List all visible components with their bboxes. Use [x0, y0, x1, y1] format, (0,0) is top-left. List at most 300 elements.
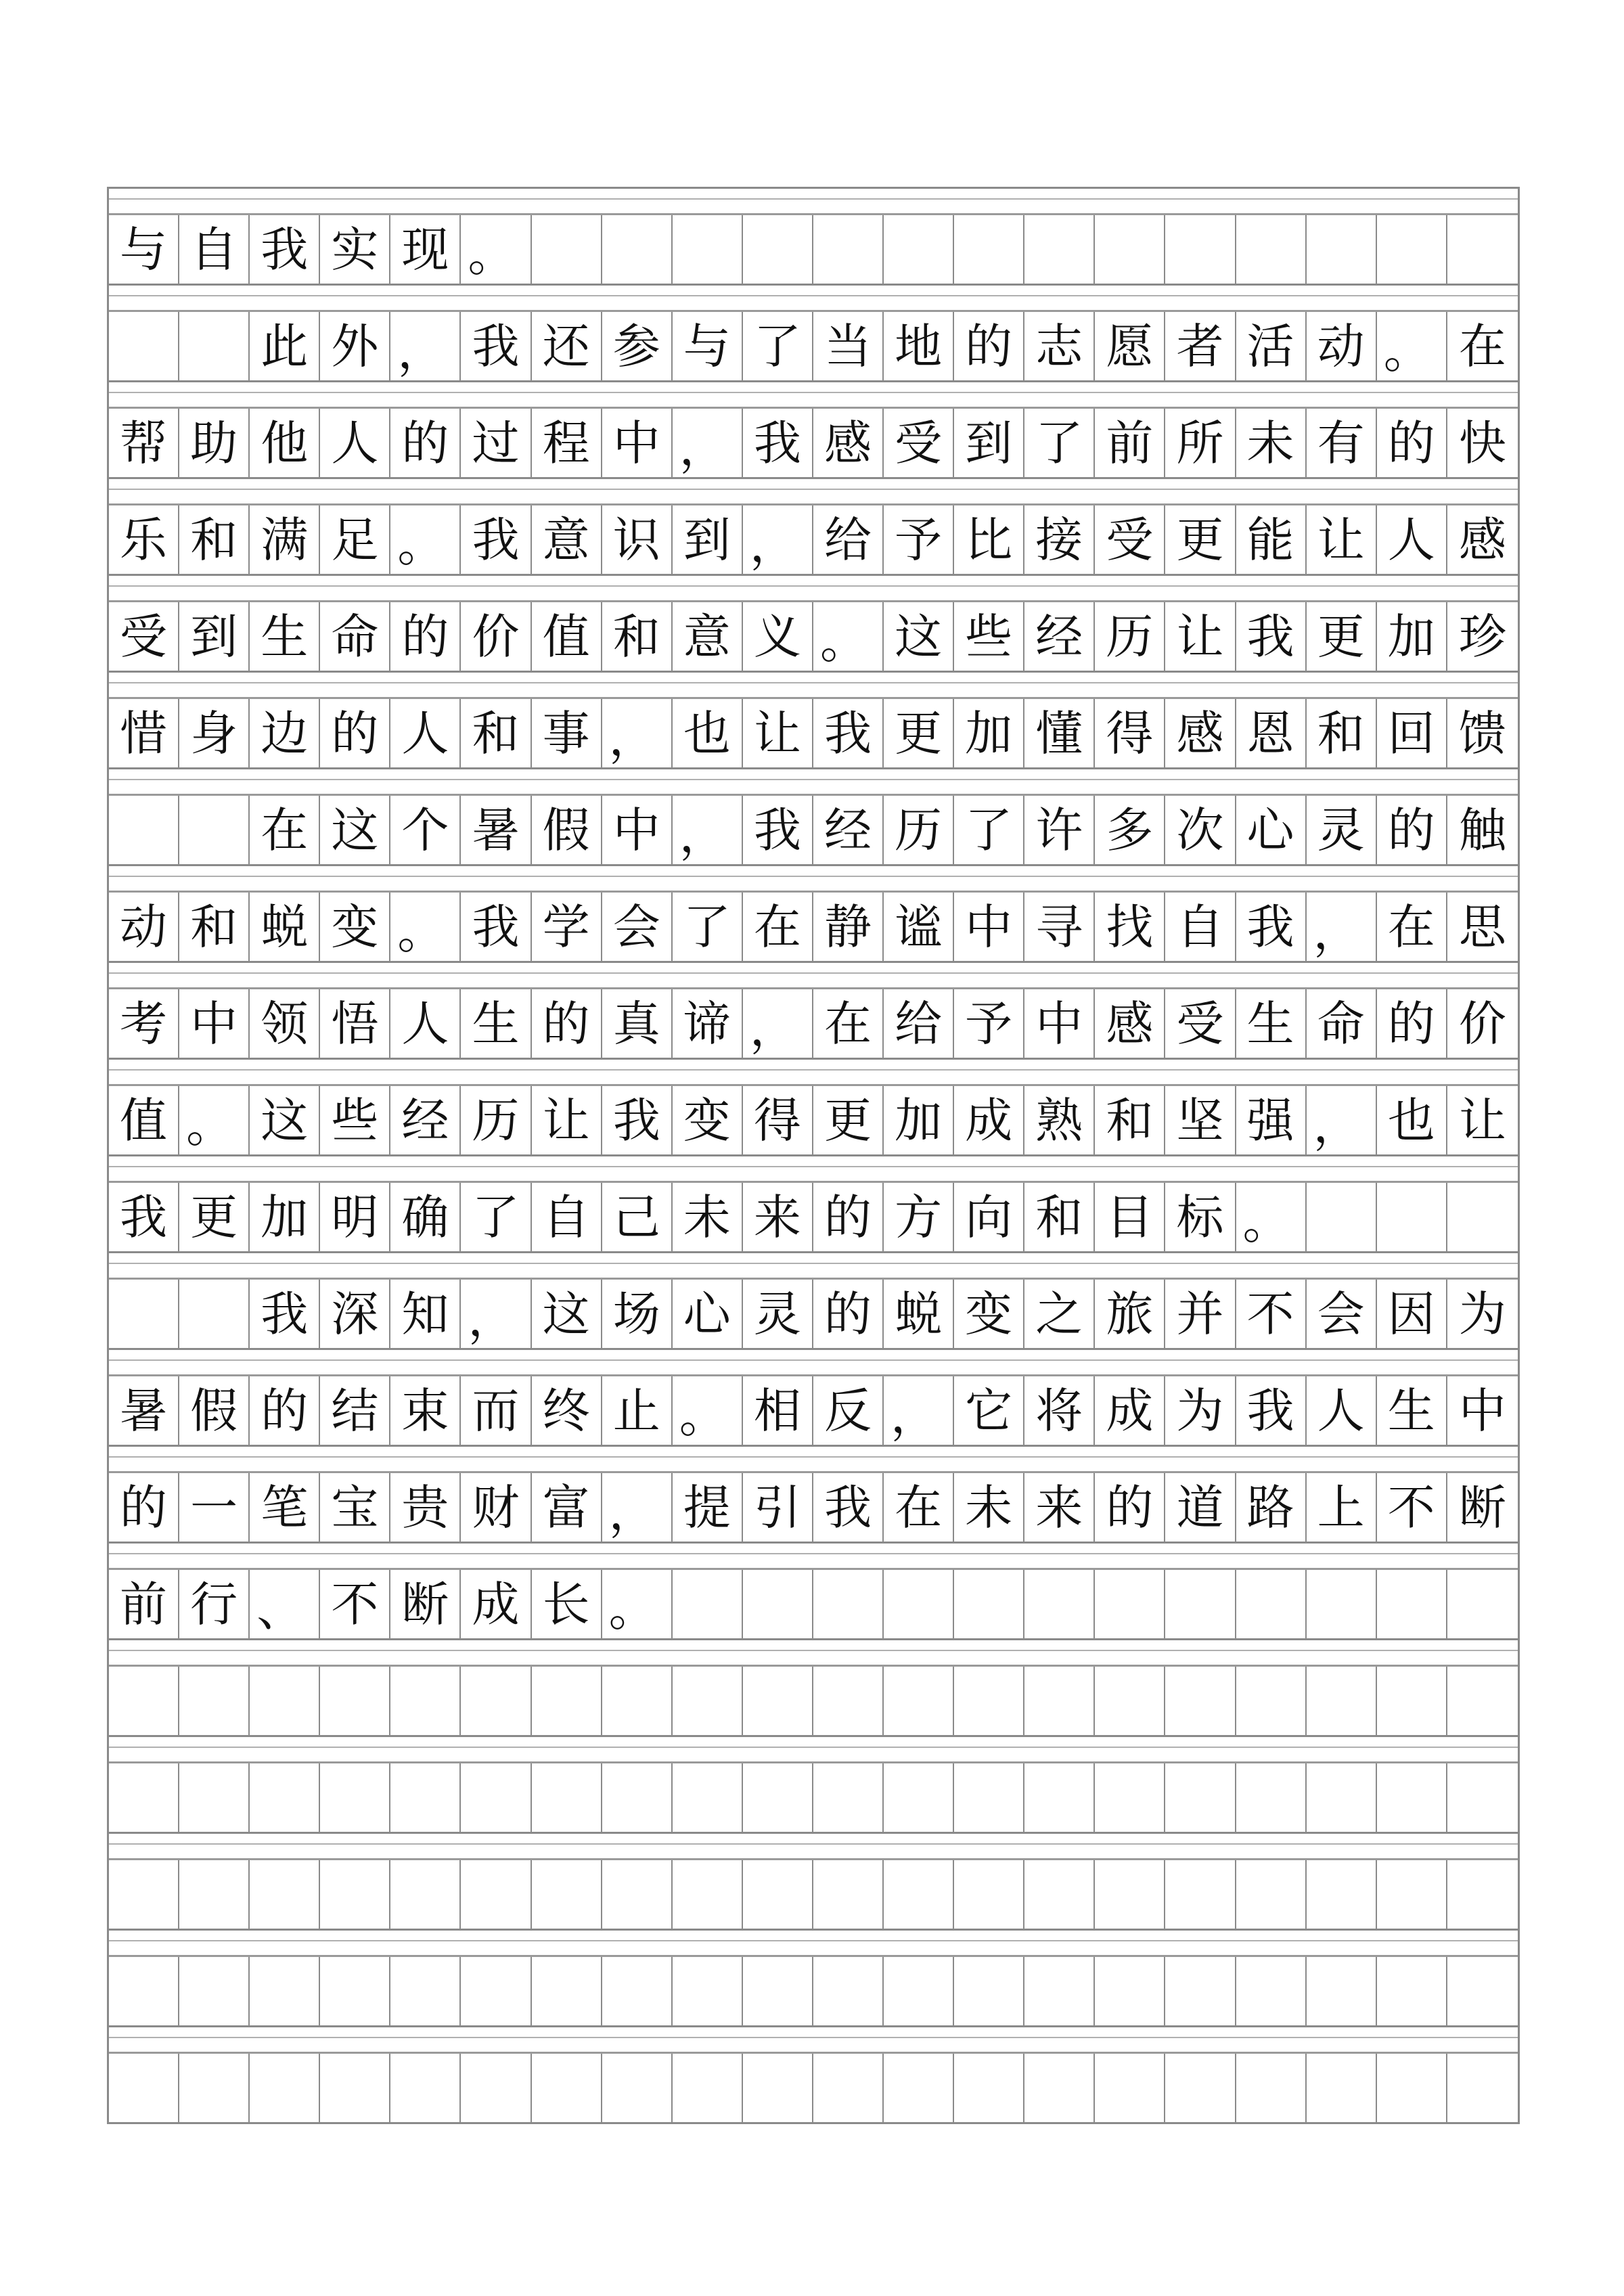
- grid-char-cell: 来: [1024, 1473, 1095, 1541]
- grid-empty-cell: [884, 1667, 954, 1735]
- grid-char-cell: 自: [532, 1183, 602, 1251]
- grid-char-cell: 更: [1165, 505, 1236, 574]
- grid-char-cell: 足: [320, 505, 390, 574]
- grid-empty-cell: [1024, 2054, 1095, 2122]
- grid-char-cell: 学: [532, 893, 602, 961]
- grid-empty-cell: [1377, 215, 1447, 284]
- grid-char-cell: 馈: [1458, 705, 1506, 761]
- grid-char-cell: 反: [813, 1376, 884, 1445]
- grid-row: [109, 1376, 1518, 1447]
- grid-char-cell: 事: [532, 699, 602, 767]
- grid-char-cell: 中: [1458, 1382, 1506, 1439]
- grid-char-cell: 给: [884, 989, 954, 1058]
- grid-empty-cell: [179, 796, 250, 864]
- grid-char-cell: 明: [320, 1183, 390, 1251]
- grid-row: [109, 1667, 1518, 1737]
- grid-empty-cell: [532, 2054, 602, 2122]
- grid-empty-cell: [743, 215, 813, 284]
- row-separator: [109, 1447, 1518, 1473]
- grid-empty-cell: [954, 1860, 1024, 1929]
- grid-char-cell: 和: [602, 602, 673, 671]
- grid-char-cell: 所: [1165, 409, 1236, 477]
- grid-char-cell: 笔: [250, 1473, 320, 1541]
- grid-char-cell: 成: [461, 1570, 531, 1638]
- grid-char-cell: 。: [179, 1086, 250, 1154]
- grid-empty-cell: [1447, 1183, 1518, 1251]
- grid-empty-cell: [179, 1957, 250, 2025]
- grid-char-cell: 我: [461, 893, 531, 961]
- grid-char-cell: 程: [532, 409, 602, 477]
- grid-empty-cell: [743, 1570, 813, 1638]
- grid-char-cell: 志: [1024, 312, 1095, 380]
- grid-char-cell: 现: [390, 215, 461, 284]
- grid-char-cell: 加: [250, 1183, 320, 1251]
- grid-char-cell: 我: [1236, 602, 1307, 671]
- grid-char-cell: 我: [743, 796, 813, 864]
- grid-char-cell: 将: [1024, 1376, 1095, 1445]
- grid-char-cell: 变: [320, 893, 390, 961]
- grid-empty-cell: [109, 796, 179, 864]
- grid-empty-cell: [1024, 1667, 1095, 1735]
- grid-char-cell: 活: [1236, 312, 1307, 380]
- grid-char-cell: 它: [954, 1376, 1024, 1445]
- grid-empty-cell: [320, 1957, 390, 2025]
- grid-empty-cell: [673, 1667, 743, 1735]
- grid-empty-cell: [179, 1763, 250, 1832]
- grid-char-cell: 这: [250, 1086, 320, 1154]
- grid-char-cell: 感: [813, 409, 884, 477]
- grid-char-cell: 中: [602, 409, 673, 477]
- grid-char-cell: 灵: [1307, 796, 1377, 864]
- grid-char-cell: 历: [884, 796, 954, 864]
- grid-empty-cell: [179, 2054, 250, 2122]
- grid-char-cell: 假: [179, 1376, 250, 1445]
- grid-row: [109, 1860, 1518, 1931]
- grid-empty-cell: [1095, 215, 1165, 284]
- grid-char-cell: 满: [250, 505, 320, 574]
- grid-char-cell: 我: [813, 1473, 884, 1541]
- grid-char-cell: 而: [461, 1376, 531, 1445]
- grid-char-cell: 受: [1165, 989, 1236, 1058]
- grid-empty-cell: [1447, 1957, 1518, 2025]
- grid-char-cell: 人: [390, 989, 461, 1058]
- grid-char-cell: 让: [1307, 505, 1377, 574]
- grid-empty-cell: [461, 1860, 531, 1929]
- grid-char-cell: 长: [532, 1570, 602, 1638]
- grid-char-cell: 在: [743, 893, 813, 961]
- grid-char-cell: 得: [1095, 699, 1165, 767]
- grid-char-cell: 道: [1165, 1473, 1236, 1541]
- grid-empty-cell: [320, 2054, 390, 2122]
- grid-empty-cell: [673, 1860, 743, 1929]
- grid-char-cell: 旅: [1095, 1280, 1165, 1348]
- grid-char-cell: 变: [954, 1280, 1024, 1348]
- grid-empty-cell: [461, 1957, 531, 2025]
- grid-char-cell: 变: [673, 1086, 743, 1154]
- grid-char-cell: 帮: [109, 409, 179, 477]
- row-separator: [109, 1931, 1518, 1957]
- grid-char-cell: ，: [390, 312, 461, 380]
- grid-char-cell: 中: [1024, 989, 1095, 1058]
- grid-char-cell: 助: [179, 409, 250, 477]
- grid-empty-cell: [109, 1667, 179, 1735]
- grid-char-cell: 行: [179, 1570, 250, 1638]
- grid-char-cell: 动: [109, 893, 179, 961]
- grid-empty-cell: [179, 1860, 250, 1929]
- grid-char-cell: 个: [390, 796, 461, 864]
- row-separator: [109, 2027, 1518, 2054]
- grid-char-cell: 的: [1377, 796, 1447, 864]
- grid-empty-cell: [1307, 1183, 1377, 1251]
- grid-char-cell: 己: [602, 1183, 673, 1251]
- grid-row: [109, 1086, 1518, 1156]
- grid-char-cell: 也: [673, 699, 743, 767]
- row-separator: [109, 1156, 1518, 1183]
- grid-char-cell: 的: [390, 409, 461, 477]
- grid-char-cell: 到: [673, 505, 743, 574]
- grid-char-cell: 并: [1165, 1280, 1236, 1348]
- grid-char-cell: 命: [320, 602, 390, 671]
- grid-empty-cell: [109, 1280, 179, 1348]
- grid-char-cell: 到: [179, 602, 250, 671]
- grid-char-cell: 考: [109, 989, 179, 1058]
- grid-empty-cell: [532, 1667, 602, 1735]
- grid-char-cell: 值: [532, 602, 602, 671]
- grid-char-cell: 因: [1377, 1280, 1447, 1348]
- grid-char-cell: 和: [1095, 1086, 1165, 1154]
- grid-char-cell: 生: [461, 989, 531, 1058]
- grid-char-cell: 标: [1165, 1183, 1236, 1251]
- grid-char-cell: 我: [250, 215, 320, 284]
- grid-char-cell: 。: [1377, 312, 1447, 380]
- grid-char-cell: 快: [1458, 415, 1506, 471]
- grid-char-cell: 我: [1236, 1376, 1307, 1445]
- grid-char-cell: 在: [884, 1473, 954, 1541]
- grid-char-cell: 之: [1024, 1280, 1095, 1348]
- grid-row: [109, 1957, 1518, 2027]
- grid-char-cell: 了: [1024, 409, 1095, 477]
- grid-empty-cell: [673, 1957, 743, 2025]
- grid-empty-cell: [1165, 1763, 1236, 1832]
- grid-empty-cell: [1377, 2054, 1447, 2122]
- grid-empty-cell: [954, 2054, 1024, 2122]
- grid-char-cell: 人: [1377, 505, 1447, 574]
- grid-char-cell: ，: [1307, 893, 1377, 961]
- grid-empty-cell: [320, 1860, 390, 1929]
- grid-empty-cell: [673, 2054, 743, 2122]
- grid-char-cell: 贵: [390, 1473, 461, 1541]
- row-separator: [109, 1737, 1518, 1763]
- grid-empty-cell: [1165, 1957, 1236, 2025]
- row-separator: [109, 963, 1518, 989]
- grid-empty-cell: [884, 215, 954, 284]
- grid-char-cell: 与: [109, 215, 179, 284]
- grid-char-cell: 到: [954, 409, 1024, 477]
- grid-char-cell: 地: [884, 312, 954, 380]
- row-separator: [109, 769, 1518, 796]
- grid-char-cell: 寻: [1024, 893, 1095, 961]
- grid-empty-cell: [1447, 1860, 1518, 1929]
- grid-empty-cell: [250, 1667, 320, 1735]
- grid-char-cell: 经: [390, 1086, 461, 1154]
- grid-char-cell: 未: [673, 1183, 743, 1251]
- grid-char-cell: 思: [1458, 899, 1506, 955]
- grid-char-cell: 不: [1377, 1473, 1447, 1541]
- grid-char-cell: ，: [884, 1376, 954, 1445]
- grid-char-cell: 这: [320, 796, 390, 864]
- row-separator: [109, 1253, 1518, 1280]
- grid-empty-cell: [1165, 1667, 1236, 1735]
- grid-char-cell: 的: [813, 1183, 884, 1251]
- grid-char-cell: 心: [1236, 796, 1307, 864]
- grid-char-cell: 。: [602, 1570, 673, 1638]
- grid-char-cell: 和: [179, 893, 250, 961]
- grid-char-cell: 在: [250, 796, 320, 864]
- grid-char-cell: 的: [1377, 409, 1447, 477]
- grid-empty-cell: [1095, 1860, 1165, 1929]
- grid-char-cell: 一: [179, 1473, 250, 1541]
- grid-char-cell: ，: [673, 409, 743, 477]
- row-separator: [109, 673, 1518, 699]
- grid-char-cell: 在: [1377, 893, 1447, 961]
- grid-char-cell: 的: [1377, 989, 1447, 1058]
- grid-char-cell: 得: [743, 1086, 813, 1154]
- grid-char-cell: 感: [1095, 989, 1165, 1058]
- grid-empty-cell: [532, 1763, 602, 1832]
- grid-char-cell: 更: [179, 1183, 250, 1251]
- grid-char-cell: 受: [109, 602, 179, 671]
- grid-char-cell: ，: [743, 505, 813, 574]
- grid-char-cell: 接: [1024, 505, 1095, 574]
- grid-char-cell: 受: [1095, 505, 1165, 574]
- grid-char-cell: 人: [390, 699, 461, 767]
- grid-empty-cell: [1024, 1860, 1095, 1929]
- grid-empty-cell: [1165, 2054, 1236, 2122]
- grid-empty-cell: [1095, 1570, 1165, 1638]
- grid-row: [109, 1280, 1518, 1350]
- grid-char-cell: 知: [390, 1280, 461, 1348]
- grid-empty-cell: [250, 1860, 320, 1929]
- grid-char-cell: 能: [1236, 505, 1307, 574]
- grid-empty-cell: [461, 2054, 531, 2122]
- grid-char-cell: 为: [1458, 1286, 1506, 1342]
- grid-char-cell: 强: [1236, 1086, 1307, 1154]
- row-separator: [109, 1640, 1518, 1667]
- grid-char-cell: 更: [884, 699, 954, 767]
- grid-char-cell: 当: [813, 312, 884, 380]
- grid-char-cell: 蜕: [250, 893, 320, 961]
- grid-char-cell: 自: [179, 215, 250, 284]
- grid-char-cell: 还: [532, 312, 602, 380]
- grid-empty-cell: [179, 312, 250, 380]
- grid-char-cell: 有: [1307, 409, 1377, 477]
- grid-empty-cell: [1307, 1957, 1377, 2025]
- grid-char-cell: 加: [954, 699, 1024, 767]
- grid-char-cell: 。: [390, 893, 461, 961]
- grid-char-cell: 了: [743, 312, 813, 380]
- grid-char-cell: 让: [743, 699, 813, 767]
- grid-char-cell: 了: [673, 893, 743, 961]
- grid-empty-cell: [1307, 1570, 1377, 1638]
- grid-empty-cell: [954, 215, 1024, 284]
- grid-char-cell: 向: [954, 1183, 1024, 1251]
- grid-char-cell: 心: [673, 1280, 743, 1348]
- grid-empty-cell: [1307, 1667, 1377, 1735]
- grid-empty-cell: [813, 1570, 884, 1638]
- grid-char-cell: 我: [461, 505, 531, 574]
- grid-char-cell: 价: [461, 602, 531, 671]
- grid-char-cell: 生: [1377, 1376, 1447, 1445]
- grid-char-cell: ，: [743, 989, 813, 1058]
- grid-char-cell: 暑: [109, 1376, 179, 1445]
- grid-char-cell: 成: [954, 1086, 1024, 1154]
- grid-char-cell: 经: [1024, 602, 1095, 671]
- grid-char-cell: 坚: [1165, 1086, 1236, 1154]
- grid-empty-cell: [602, 215, 673, 284]
- grid-char-cell: 止: [602, 1376, 673, 1445]
- grid-char-cell: ，: [461, 1280, 531, 1348]
- grid-char-cell: 在: [1458, 318, 1506, 374]
- grid-char-cell: 中: [179, 989, 250, 1058]
- grid-char-cell: 的: [813, 1280, 884, 1348]
- grid-char-cell: 不: [1236, 1280, 1307, 1348]
- grid-empty-cell: [813, 1763, 884, 1832]
- grid-empty-cell: [109, 1763, 179, 1832]
- grid-char-cell: 未: [954, 1473, 1024, 1541]
- grid-char-cell: 和: [179, 505, 250, 574]
- grid-char-cell: 识: [602, 505, 673, 574]
- grid-empty-cell: [1095, 1957, 1165, 2025]
- grid-char-cell: 他: [250, 409, 320, 477]
- grid-char-cell: 确: [390, 1183, 461, 1251]
- grid-char-cell: 和: [1024, 1183, 1095, 1251]
- grid-char-cell: 予: [954, 989, 1024, 1058]
- grid-char-cell: 目: [1095, 1183, 1165, 1251]
- grid-char-cell: 过: [461, 409, 531, 477]
- composition-grid-sheet: [107, 187, 1520, 2124]
- row-separator: [109, 1834, 1518, 1860]
- grid-empty-cell: [390, 1667, 461, 1735]
- grid-empty-cell: [1377, 1763, 1447, 1832]
- row-separator: [109, 576, 1518, 602]
- grid-char-cell: 的: [954, 312, 1024, 380]
- row-separator: [109, 1060, 1518, 1086]
- grid-char-cell: 实: [320, 215, 390, 284]
- row-separator: [109, 189, 1518, 215]
- grid-char-cell: 谛: [673, 989, 743, 1058]
- grid-empty-cell: [954, 1570, 1024, 1638]
- grid-char-cell: 给: [813, 505, 884, 574]
- grid-char-cell: 宝: [320, 1473, 390, 1541]
- grid-empty-cell: [1377, 1570, 1447, 1638]
- grid-empty-cell: [1447, 1570, 1518, 1638]
- grid-char-cell: 、: [250, 1570, 320, 1638]
- grid-empty-cell: [1447, 2054, 1518, 2122]
- grid-empty-cell: [743, 1860, 813, 1929]
- grid-empty-cell: [1024, 1763, 1095, 1832]
- grid-char-cell: 愿: [1095, 312, 1165, 380]
- grid-empty-cell: [250, 2054, 320, 2122]
- grid-row: [109, 796, 1518, 866]
- grid-char-cell: 会: [602, 893, 673, 961]
- grid-char-cell: 也: [1377, 1086, 1447, 1154]
- grid-char-cell: 动: [1307, 312, 1377, 380]
- grid-char-cell: 引: [743, 1473, 813, 1541]
- grid-char-cell: 加: [1377, 602, 1447, 671]
- grid-char-cell: 找: [1095, 893, 1165, 961]
- grid-char-cell: 历: [1095, 602, 1165, 671]
- grid-char-cell: 经: [813, 796, 884, 864]
- grid-char-cell: 不: [320, 1570, 390, 1638]
- grid-char-cell: 这: [884, 602, 954, 671]
- grid-empty-cell: [1095, 2054, 1165, 2122]
- grid-char-cell: 受: [884, 409, 954, 477]
- grid-empty-cell: [813, 1860, 884, 1929]
- grid-char-cell: 成: [1095, 1376, 1165, 1445]
- grid-char-cell: 意: [532, 505, 602, 574]
- grid-row: [109, 1763, 1518, 1834]
- grid-char-cell: 我: [743, 409, 813, 477]
- grid-row: [109, 989, 1518, 1060]
- grid-char-cell: 在: [813, 989, 884, 1058]
- row-separator: [109, 382, 1518, 409]
- grid-char-cell: 我: [250, 1280, 320, 1348]
- grid-char-cell: 暑: [461, 796, 531, 864]
- grid-char-cell: 让: [532, 1086, 602, 1154]
- grid-char-cell: ，: [602, 699, 673, 767]
- grid-char-cell: 中: [954, 893, 1024, 961]
- grid-empty-cell: [250, 1957, 320, 2025]
- grid-empty-cell: [461, 1763, 531, 1832]
- grid-char-cell: 。: [673, 1376, 743, 1445]
- grid-row: [109, 1570, 1518, 1640]
- grid-char-cell: 许: [1024, 796, 1095, 864]
- grid-empty-cell: [954, 1957, 1024, 2025]
- grid-char-cell: 假: [532, 796, 602, 864]
- grid-empty-cell: [743, 2054, 813, 2122]
- grid-empty-cell: [813, 1667, 884, 1735]
- grid-row: [109, 1183, 1518, 1253]
- grid-char-cell: 更: [1307, 602, 1377, 671]
- grid-char-cell: 束: [390, 1376, 461, 1445]
- grid-char-cell: 的: [532, 989, 602, 1058]
- grid-empty-cell: [1165, 1570, 1236, 1638]
- grid-row: [109, 409, 1518, 479]
- grid-empty-cell: [1236, 1570, 1307, 1638]
- grid-empty-cell: [743, 1667, 813, 1735]
- grid-empty-cell: [1307, 1860, 1377, 1929]
- grid-empty-cell: [1377, 1957, 1447, 2025]
- grid-char-cell: 此: [250, 312, 320, 380]
- grid-char-cell: 珍: [1458, 608, 1506, 665]
- grid-char-cell: 生: [1236, 989, 1307, 1058]
- grid-char-cell: 感: [1458, 512, 1506, 568]
- grid-empty-cell: [179, 1280, 250, 1348]
- grid-char-cell: 生: [250, 602, 320, 671]
- grid-char-cell: 值: [109, 1086, 179, 1154]
- grid-char-cell: 富: [532, 1473, 602, 1541]
- grid-empty-cell: [884, 1860, 954, 1929]
- grid-row: [109, 312, 1518, 382]
- grid-char-cell: 。: [461, 215, 531, 284]
- grid-char-cell: 会: [1307, 1280, 1377, 1348]
- grid-empty-cell: [109, 2054, 179, 2122]
- grid-empty-cell: [884, 1570, 954, 1638]
- grid-char-cell: 谧: [884, 893, 954, 961]
- grid-empty-cell: [320, 1763, 390, 1832]
- grid-row: [109, 215, 1518, 286]
- grid-empty-cell: [461, 1667, 531, 1735]
